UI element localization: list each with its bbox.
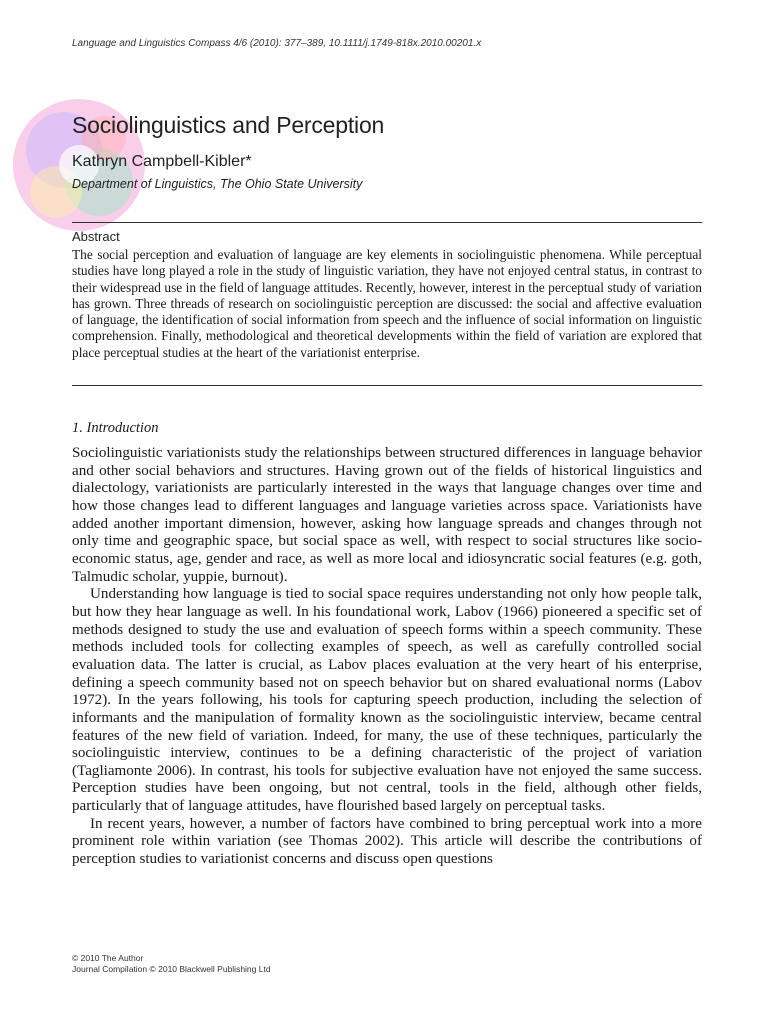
article-title: Sociolinguistics and Perception bbox=[72, 112, 385, 138]
author-affiliation: Department of Linguistics, The Ohio State University bbox=[72, 177, 363, 191]
journal-compilation-line: Journal Compilation © 2010 Blackwell Publishing Ltd bbox=[72, 964, 271, 974]
running-head: Language and Linguistics Compass 4/6 (2010): 377–389, 10.1111/j.1749-818x.2010.00201.x bbox=[72, 38, 482, 49]
paragraph: In recent years, however, a number of factors have combined to bring perceptual work into a more prominent role within variation (see Thomas 2002). This article will describe the contributions of perception studies to variationist concerns and discuss open questions bbox=[72, 815, 702, 868]
copyright-footer bbox=[72, 953, 271, 975]
bottom-divider bbox=[72, 385, 702, 386]
paragraph: Sociolinguistic variationists study the relationships between structured differences in language behavior and other social behaviors and structures. Having grown out of the fields of historical linguistics and dialectology, variationists are particularly interested in the ways that language changes over time and how those changes lead to different languages and language varieties across space. Variationists have added another important dimension, however, asking how language spreads and changes through not only time and geographic space, but social space as well, with respect to social structures like socio-economic status, age, gender and race, as well as more local and idiosyncratic social features (e.g. goth, Talmudic scholar, yuppie, burnout). bbox=[72, 445, 702, 585]
paragraph: Understanding how language is tied to social space requires understanding not only how people talk, but how they hear language as well. In his foundational work, Labov (1966) pioneered a specific set of methods designed to study the use and evaluation of speech forms within a speech community. These methods included tools for collecting examples of speech, as well as carefully controlled social evaluation data. The latter is crucial, as Labov places evaluation at the very heart of his enterprise, defining a speech community based not on speech behavior but on shared evaluational norms (Labov 1972). In the years following, his tools for capturing speech production, including the selection of informants and the manipulation of formality known as the sociolinguistic interview, became central features of the new field of variation. Indeed, for many, the use of these techniques, particularly the sociolinguistic interview, continues to be a defining characteristic of the project of variation (Tagliamonte 2006). In contrast, his tools for subjective evaluation have not enjoyed the same success. Perception studies have been ongoing, but not central, tools in the field, although other fields, particularly that of language attitudes, have flourished based largely on perceptual tasks. bbox=[72, 586, 702, 815]
copyright-line: © 2010 The Author bbox=[72, 953, 144, 963]
abstract-text: The social perception and evaluation of language are key elements in sociolinguistic phenomena. While perceptual studies have long played a role in the study of linguistic variation, they have not enjoyed central status, in contrast to their widespread use in the field of language attitudes. Recently, however, interest in the perceptual study of variation has grown. Three threads of research on sociolinguistic perception are discussed: the social and affective evaluation of language, the identification of social information from speech and the influence of social information on linguistic comprehension. Finally, methodological and theoretical developments within the field of variation are explored that place perceptual studies at the heart of the variationist enterprise. bbox=[72, 247, 702, 360]
top-divider bbox=[72, 222, 702, 223]
author-name: Kathryn Campbell-Kibler* bbox=[72, 153, 252, 170]
abstract-heading: Abstract bbox=[72, 229, 120, 244]
section-heading-introduction: 1. Introduction bbox=[72, 420, 159, 436]
introduction-body bbox=[72, 445, 702, 869]
